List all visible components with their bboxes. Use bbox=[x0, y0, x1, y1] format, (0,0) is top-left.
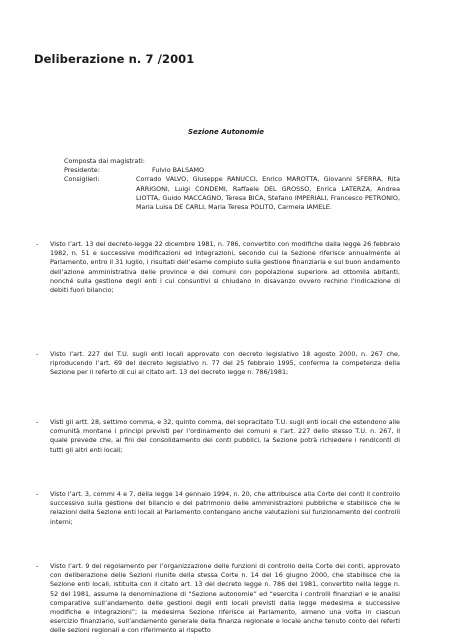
recital-dash: - bbox=[36, 350, 39, 358]
recital-item bbox=[34, 490, 400, 527]
recital-dash: - bbox=[36, 490, 39, 498]
recital-item bbox=[34, 350, 400, 378]
recital-item bbox=[34, 240, 400, 295]
recital-text: Visto l’art. 9 del regolamento per l’organizzazione delle funzioni di controllo della Corte dei conti, approvato con deliberazione delle Sezioni riunite della stessa Corte n. 14 del 16 giugno 2000, che stabilisce che la Sezione enti locali, istituita con il citato art. 13 del decreto legge n. 786 del 1981, convertito nella legge n. 52 del 1981, assume la denominazione di “Sezione autonomie” ed “esercita i controlli finanziari e le analisi comparative sull’andamento delle gestioni degli enti locali previsti dalla legge medesima e successive modifiche e integrazioni”; la medesima Sezione riferisce al Parlamento, almeno una volta in ciascun esercizio finanziario, sull’andamento generale della finanza regionale e locale anche tenuto conto dei referti delle sezioni regionali e con riferimento al rispetto bbox=[50, 562, 400, 635]
advisors-names: Corrado VALVO, Giuseppe RANUCCI, Enrico MAROTTA, Giovanni SFERRA, Rita ARRIGONI, Luigi CONDEMI, Raffaele DEL GROSSO, Enrica LATERZA, Andrea LIOTTA, Guido MACCAGNO, Teresa BICA, Stefano IMPERIALI, Francesco PETRONIO, Maria Luisa DE CARLI, Maria Teresa POLITO, Carmela IAMELE. bbox=[136, 175, 400, 212]
composition-intro: Composta dai magistrati: bbox=[64, 157, 145, 165]
president-label: Presidente: bbox=[64, 166, 100, 175]
president-name: Fulvio BALSAMO bbox=[152, 166, 205, 175]
recital-item bbox=[34, 418, 400, 455]
deliberation-title: Deliberazione n. 7 /2001 bbox=[34, 52, 195, 66]
president-row bbox=[64, 166, 400, 175]
composition-block bbox=[64, 157, 400, 212]
section-heading: Sezione Autonomie bbox=[187, 128, 265, 136]
recital-text: Visto l’art. 3, commi 4 e 7, della legge 14 gennaio 1994, n. 20, che attribuisce alla Corte dei conti il controllo successivo sulla gestione del bilancio e del patrimonio delle amministrazioni pubbliche e stabilisce che le relazioni della Sezione enti locali al Parlamento contengano anche valutazioni sul funzionamento dei controlli interni; bbox=[50, 490, 400, 526]
recital-dash: - bbox=[36, 240, 39, 248]
recital-item bbox=[34, 562, 400, 636]
recital-text: Visto l’art. 227 del T.U. sugli enti locali approvato con decreto legislativo 18 agosto 2000, n. 267 che, riproducendo l’art. 69 del decreto legislativo n. 77 del 25 febbraio 1995, conferma la competenza della Sezione per il referto di cui al citato art. 13 del decreto legge n. 786/1981; bbox=[50, 350, 400, 377]
recital-text: Visto l’art. 13 del decreto-legge 22 dicembre 1981, n. 786, convertito con modifiche dalla legge 26 febbraio 1982, n. 51 e successive modificazioni ed integrazioni, secondo cui la Sezione riferisce annualmente al Parlamento, entro il 31 luglio, i risultati dell’esame compiuto sulla gestione finanziaria e sul buon andamento dell’azione amministrativa delle province e dei comuni con popolazione superiore ad ottomila abitanti, nonché sulla gestione degli enti i cui consuntivi si chiudano in disavanzo ovvero rechino l’indicazione di debiti fuori bilancio; bbox=[50, 240, 400, 295]
advisors-label: Consiglieri: bbox=[64, 175, 100, 184]
recital-dash: - bbox=[36, 418, 39, 426]
recital-text: Visti gli artt. 28, settimo comma, e 32, quinto comma, del sopracitato T.U. sugli enti locali che estendono alle comunità montane i principi previsti per l’ordinamento dei comuni e l’art. 227 dello stesso T.U. n. 267, il quale prevede che, ai fini del consolidamento dei conti pubblici, la Sezione potrà richiedere i rendiconti di tutti gli altri enti locali; bbox=[50, 418, 400, 454]
advisors-row bbox=[64, 175, 400, 212]
recital-dash: - bbox=[36, 562, 39, 570]
